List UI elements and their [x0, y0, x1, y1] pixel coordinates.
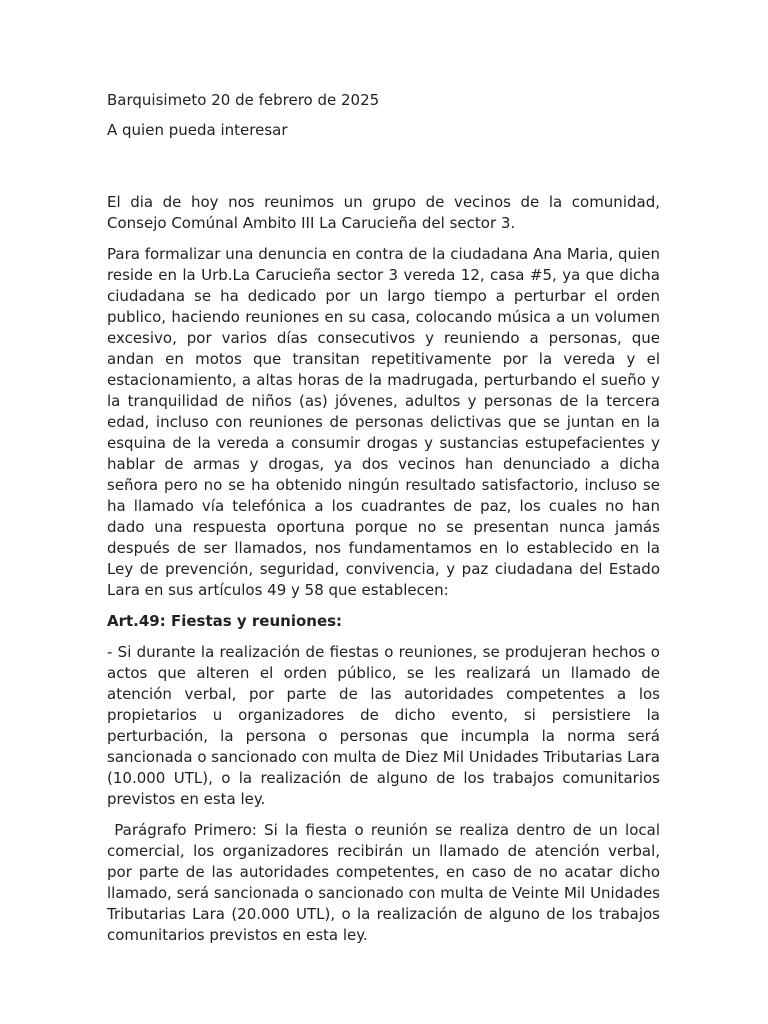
dateline: Barquisimeto 20 de febrero de 2025	[107, 91, 380, 109]
document-page	[107, 90, 665, 956]
article-text: - Si durante la realización de fiestas o reuniones, se produjeran hechos o actos que alteren el orden público, se les realizará un llamado de atención verbal, por parte de las autoridades competentes a los propietarios u organizadores de dicho evento, si persistiere la perturbación, la persona o personas que incumpla la norma será sancionada o sancionado con multa de Diez Mil Unidades Tributarias Lara (10.000 UTL), o la realización de alguno de los trabajos comunitarios previstos en esta ley.	[107, 643, 660, 808]
paragraph-primero: Parágrafo Primero: Si la fiesta o reunión se realiza dentro de un local comercial, los organizadores recibirán un llamado de atención verbal, por parte de las autoridades competentes, en caso de no acatar dicho llamado, será sancionada o sancionado con multa de Veinte Mil Unidades Tributarias Lara (20.000 UTL), o la realización de alguno de los trabajos comunitarios previstos en esta ley.	[107, 821, 665, 944]
paragraph-complaint: Para formalizar una denuncia en contra de la ciudadana Ana Maria, quien reside en la Urb.La Carucieña sector 3 vereda 12, casa #5, ya que dicha ciudadana se ha dedicado por un largo tiempo a perturbar el orden publico, haciendo reuniones en su casa, colocando música a un volumen excesivo, por varios días consecutivos y reuniendo a personas, que andan en motos que transitan repetitivamente por la vereda y el estacionamiento, a altas horas de la madrugada, perturbando el sueño y la tranquilidad de niños (as) jóvenes, adultos y personas de la tercera edad, incluso con reuniones de personas delictivas que se juntan en la esquina de la vereda a consumir drogas y sustancias estupefacientes y hablar de armas y drogas, ya dos vecinos han denunciado a dicha señora pero no se ha obtenido ningún resultado satisfactorio, incluso se ha llamado vía telefónica a los cuadrantes de paz, los cuales no han dado una respuesta oportuna porque no se presentan nunca jamás después de ser llamados, nos fundamentamos en lo establecido en la Ley de prevención, seguridad, convivencia, y paz ciudadana del Estado Lara en sus artículos 49 y 58 que establecen:	[107, 245, 660, 599]
article-heading: Art.49: Fiestas y reuniones:	[107, 612, 343, 630]
greeting: A quien pueda interesar	[107, 121, 288, 139]
paragraph-intro: El dia de hoy nos reunimos un grupo de vecinos de la comunidad, Consejo Comúnal Ambito III La Carucieña del sector 3.	[107, 193, 660, 232]
